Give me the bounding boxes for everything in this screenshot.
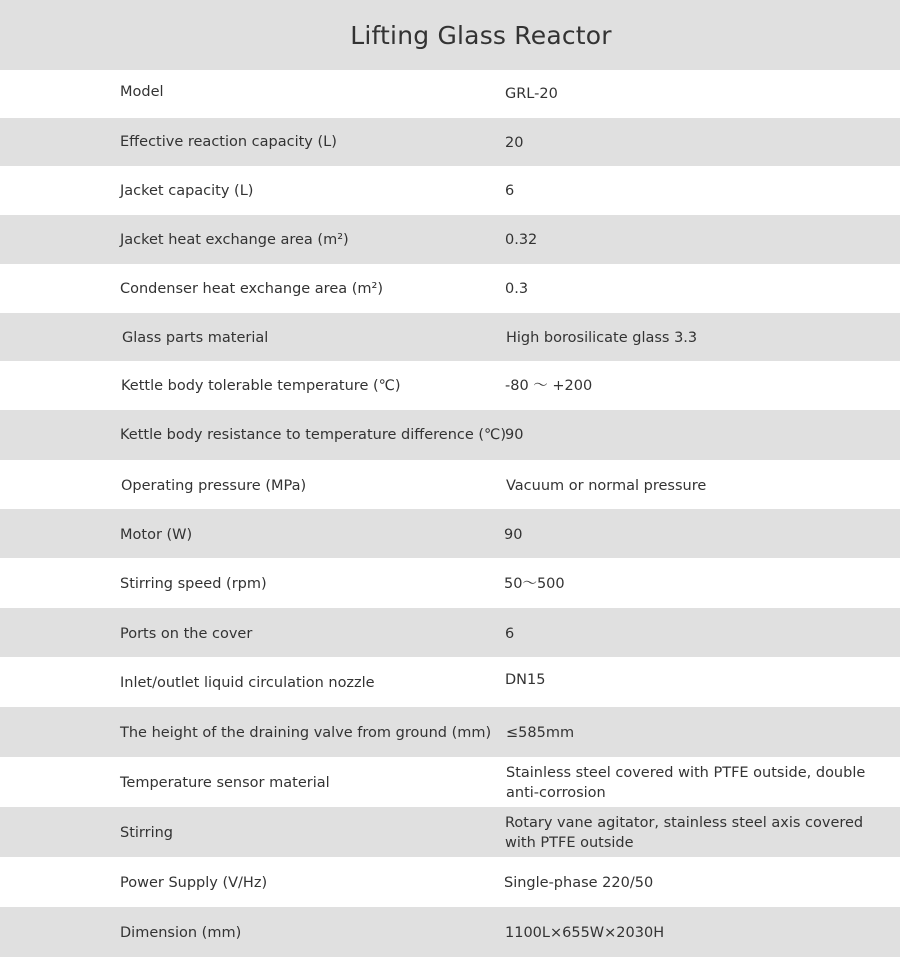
spec-label: Ports on the cover [120,626,253,642]
spec-label: Power Supply (V/Hz) [120,875,268,891]
spec-label: Temperature sensor material [120,775,330,791]
spec-row-circulation-nozzle [0,657,900,707]
spec-value: DN15 [505,672,546,688]
spec-label: Model [120,84,164,100]
spec-label: Stirring speed (rpm) [120,576,267,592]
spec-row-operating-pressure [0,460,900,509]
spec-label: Glass parts material [122,330,269,346]
spec-row-power-supply [0,857,900,907]
spec-label: The height of the draining valve from ground (mm) [120,725,492,741]
spec-label: Inlet/outlet liquid circulation nozzle [120,675,375,691]
spec-row-stirring-speed [0,558,900,608]
spec-value: 50～500 [504,576,565,592]
spec-row-jacket-heat-exchange [0,215,900,264]
spec-row-temperature-difference [0,410,900,460]
spec-label: Condenser heat exchange area (m²) [120,281,383,297]
title-row [0,0,900,70]
spec-row-condenser-heat-exchange [0,264,900,313]
spec-value: High borosilicate glass 3.3 [506,330,698,346]
spec-value: 6 [505,626,515,642]
spec-value: 0.3 [505,281,529,297]
spec-value: GRL-20 [505,86,558,102]
spec-value: 6 [505,183,515,199]
spec-row-tolerable-temperature [0,361,900,410]
spec-value: ≤585mm [506,725,575,741]
spec-value: 20 [505,135,524,151]
spec-row-jacket-capacity [0,166,900,215]
spec-row-model [0,70,900,118]
spec-row-sensor-material [0,757,900,807]
spec-value: Rotary vane agitator, stainless steel axis covered with PTFE outside [505,815,864,851]
spec-label: Dimension (mm) [120,925,242,941]
spec-value: 1100L×655W×2030H [505,925,665,941]
spec-label: Kettle body resistance to temperature difference (℃) [120,427,506,443]
spec-row-glass-material [0,313,900,361]
page-title: Lifting Glass Reactor [350,20,612,50]
spec-row-effective-capacity [0,118,900,166]
spec-label: Motor (W) [120,527,193,543]
spec-row-stirring [0,807,900,857]
spec-value: 90 [505,427,524,443]
spec-label: Jacket heat exchange area (m²) [120,232,349,248]
spec-row-ports-on-cover [0,608,900,657]
spec-label: Operating pressure (MPa) [121,478,307,494]
spec-label: Effective reaction capacity (L) [120,134,337,150]
spec-label: Stirring [120,825,174,841]
spec-value: -80 ～ +200 [505,378,593,394]
spec-label: Jacket capacity (L) [120,183,254,199]
spec-label: Kettle body tolerable temperature (℃) [121,378,401,394]
spec-value: Stainless steel covered with PTFE outside, double anti-corrosion [506,765,866,801]
spec-row-dimension [0,907,900,957]
spec-value: 90 [504,527,523,543]
spec-value: 0.32 [505,232,538,248]
spec-row-motor [0,509,900,558]
spec-value: Vacuum or normal pressure [506,478,707,494]
spec-row-draining-valve-height [0,707,900,757]
spec-value: Single-phase 220/50 [504,875,654,891]
